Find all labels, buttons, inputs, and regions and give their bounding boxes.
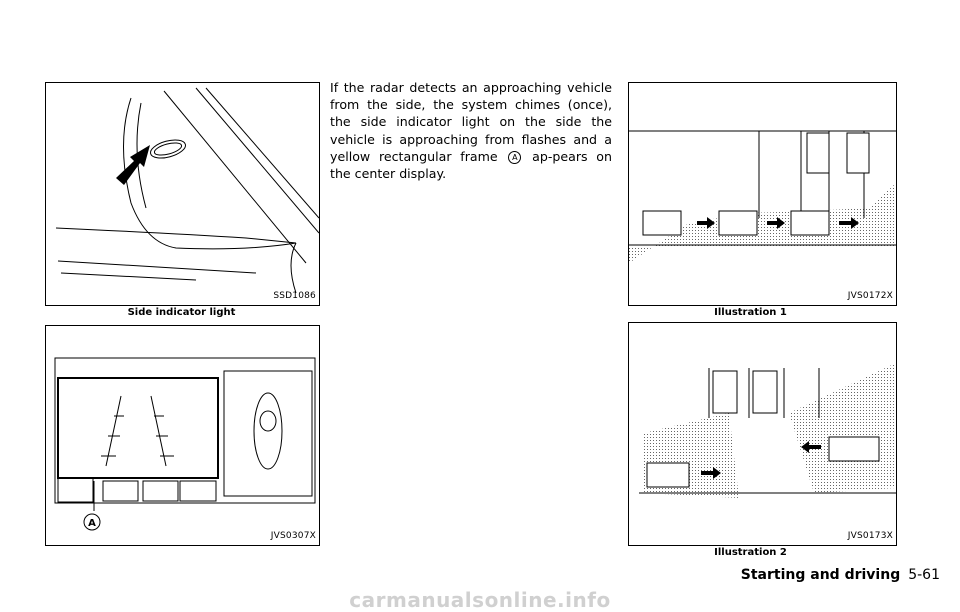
illustration-2-drawing — [629, 323, 896, 545]
arrow-icon — [116, 145, 150, 185]
figure-side-indicator — [45, 82, 320, 306]
figure-code: JVS0173X — [847, 531, 893, 541]
callout-label: A — [88, 518, 96, 529]
illustration-1-drawing — [629, 83, 896, 305]
figure-code: SSD1086 — [273, 291, 316, 301]
figure-code: JVS0307X — [270, 531, 316, 541]
figure-illustration-2 — [628, 322, 897, 546]
callout-a-icon: A — [508, 151, 521, 164]
body-text: If the radar detects an approaching vehicle from the side, the system chimes (once), the side indicator light on the side the vehicle is approaching from flashes and a yellow rectangular frame A ap-pears on the center display. — [330, 80, 612, 182]
figure-center-display — [45, 325, 320, 546]
figure-caption: Side indicator light — [127, 307, 236, 318]
page-footer — [700, 567, 940, 583]
page-number: 5-61 — [908, 567, 940, 583]
watermark: carmanualsonline.info — [349, 588, 611, 612]
side-indicator-illustration — [46, 83, 319, 305]
center-display-illustration — [46, 326, 319, 545]
figure-caption: Illustration 2 — [714, 547, 787, 558]
figure-caption: Illustration 1 — [714, 307, 787, 318]
figure-illustration-1 — [628, 82, 897, 306]
figure-code: JVS0172X — [847, 291, 893, 301]
section-title: Starting and driving — [740, 567, 901, 583]
